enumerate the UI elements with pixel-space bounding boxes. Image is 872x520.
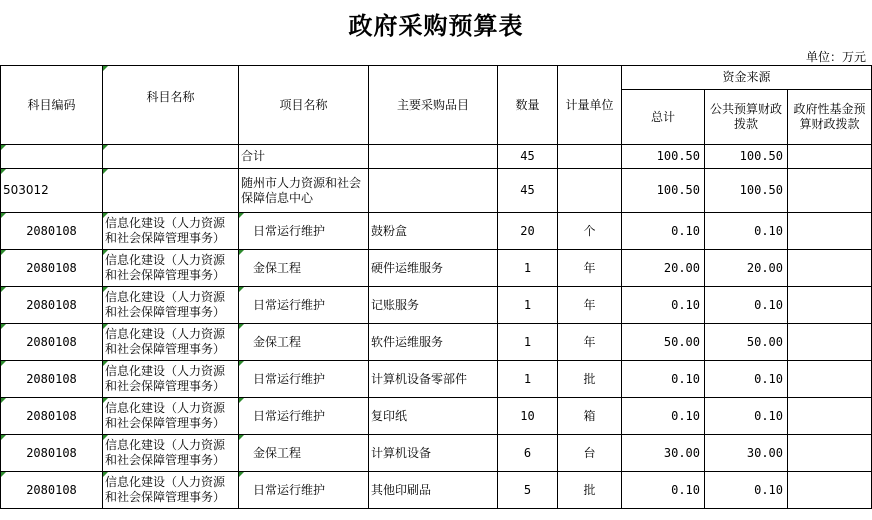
cell-item xyxy=(369,145,498,169)
header-code: 科目编码 xyxy=(1,66,103,145)
cell-item: 其他印刷品 xyxy=(369,472,498,509)
cell-subject: 信息化建设（人力资源和社会保障管理事务） xyxy=(103,398,239,435)
header-gov-fund: 政府性基金预算财政拨款 xyxy=(788,90,872,145)
header-row-1 xyxy=(1,66,872,90)
cell-gov-fund xyxy=(788,361,872,398)
cell-gov-fund xyxy=(788,324,872,361)
cell-code: 2080108 xyxy=(1,361,103,398)
header-public: 公共预算财政拨款 xyxy=(705,90,788,145)
cell-measure: 台 xyxy=(558,435,622,472)
cell-total: 30.00 xyxy=(622,435,705,472)
cell-project: 金保工程 xyxy=(239,250,369,287)
cell-subject: 信息化建设（人力资源和社会保障管理事务） xyxy=(103,324,239,361)
cell-item: 软件运维服务 xyxy=(369,324,498,361)
cell-measure: 年 xyxy=(558,287,622,324)
cell-measure: 年 xyxy=(558,324,622,361)
table-row xyxy=(1,287,872,324)
header-project: 项目名称 xyxy=(239,66,369,145)
cell-gov-fund xyxy=(788,287,872,324)
cell-public: 0.10 xyxy=(705,472,788,509)
cell-item: 计算机设备 xyxy=(369,435,498,472)
cell-gov-fund xyxy=(788,472,872,509)
cell-public: 100.50 xyxy=(705,145,788,169)
cell-item: 鼓粉盒 xyxy=(369,213,498,250)
cell-public: 0.10 xyxy=(705,287,788,324)
cell-measure xyxy=(558,169,622,213)
cell-public: 0.10 xyxy=(705,398,788,435)
cell-total: 50.00 xyxy=(622,324,705,361)
cell-subject: 信息化建设（人力资源和社会保障管理事务） xyxy=(103,435,239,472)
cell-gov-fund xyxy=(788,435,872,472)
cell-total: 100.50 xyxy=(622,145,705,169)
cell-project: 日常运行维护 xyxy=(239,213,369,250)
cell-qty: 1 xyxy=(498,324,558,361)
cell-subject xyxy=(103,145,239,169)
cell-code: 2080108 xyxy=(1,287,103,324)
header-qty: 数量 xyxy=(498,66,558,145)
cell-total: 0.10 xyxy=(622,398,705,435)
cell-public: 100.50 xyxy=(705,169,788,213)
cell-public: 0.10 xyxy=(705,361,788,398)
cell-total: 0.10 xyxy=(622,213,705,250)
cell-public: 0.10 xyxy=(705,213,788,250)
table-row xyxy=(1,398,872,435)
cell-gov-fund xyxy=(788,169,872,213)
cell-qty: 5 xyxy=(498,472,558,509)
cell-project: 随州市人力资源和社会保障信息中心 xyxy=(239,169,369,213)
cell-subject: 信息化建设（人力资源和社会保障管理事务） xyxy=(103,213,239,250)
cell-subject: 信息化建设（人力资源和社会保障管理事务） xyxy=(103,361,239,398)
page-title: 政府采购预算表 xyxy=(348,11,524,40)
cell-code: 2080108 xyxy=(1,398,103,435)
summary-row xyxy=(1,145,872,169)
cell-public: 50.00 xyxy=(705,324,788,361)
cell-project: 日常运行维护 xyxy=(239,287,369,324)
cell-subject: 信息化建设（人力资源和社会保障管理事务） xyxy=(103,472,239,509)
cell-item: 记账服务 xyxy=(369,287,498,324)
cell-qty: 1 xyxy=(498,361,558,398)
cell-gov-fund xyxy=(788,213,872,250)
table-row xyxy=(1,472,872,509)
cell-public: 30.00 xyxy=(705,435,788,472)
cell-qty: 6 xyxy=(498,435,558,472)
cell-measure xyxy=(558,145,622,169)
cell-item xyxy=(369,169,498,213)
summary-row xyxy=(1,169,872,213)
cell-public: 20.00 xyxy=(705,250,788,287)
cell-measure: 批 xyxy=(558,361,622,398)
cell-project: 合计 xyxy=(239,145,369,169)
cell-measure: 年 xyxy=(558,250,622,287)
cell-qty: 20 xyxy=(498,213,558,250)
table-row xyxy=(1,361,872,398)
table-row xyxy=(1,435,872,472)
cell-project: 日常运行维护 xyxy=(239,472,369,509)
cell-gov-fund xyxy=(788,145,872,169)
cell-item: 复印纸 xyxy=(369,398,498,435)
cell-qty: 1 xyxy=(498,250,558,287)
cell-item: 硬件运维服务 xyxy=(369,250,498,287)
cell-qty: 1 xyxy=(498,287,558,324)
cell-project: 金保工程 xyxy=(239,435,369,472)
cell-code: 2080108 xyxy=(1,250,103,287)
cell-measure: 批 xyxy=(558,472,622,509)
cell-total: 100.50 xyxy=(622,169,705,213)
cell-measure: 箱 xyxy=(558,398,622,435)
cell-total: 0.10 xyxy=(622,361,705,398)
table-row xyxy=(1,213,872,250)
cell-code: 2080108 xyxy=(1,213,103,250)
cell-gov-fund xyxy=(788,250,872,287)
budget-table xyxy=(0,65,872,509)
table-row xyxy=(1,250,872,287)
header-item: 主要采购品目 xyxy=(369,66,498,145)
cell-qty: 45 xyxy=(498,169,558,213)
header-subject: 科目名称 xyxy=(103,66,239,145)
cell-subject xyxy=(103,169,239,213)
header-fund-source: 资金来源 xyxy=(622,66,872,90)
cell-gov-fund xyxy=(788,398,872,435)
cell-item: 计算机设备零部件 xyxy=(369,361,498,398)
cell-subject: 信息化建设（人力资源和社会保障管理事务） xyxy=(103,250,239,287)
cell-code: 2080108 xyxy=(1,472,103,509)
unit-label: 单位：万元 xyxy=(805,50,866,64)
cell-project: 日常运行维护 xyxy=(239,398,369,435)
cell-code: 2080108 xyxy=(1,435,103,472)
cell-qty: 10 xyxy=(498,398,558,435)
cell-total: 0.10 xyxy=(622,472,705,509)
cell-code: 503012 xyxy=(1,169,103,213)
header-measure: 计量单位 xyxy=(558,66,622,145)
cell-project: 金保工程 xyxy=(239,324,369,361)
cell-measure: 个 xyxy=(558,213,622,250)
cell-code: 2080108 xyxy=(1,324,103,361)
cell-total: 0.10 xyxy=(622,287,705,324)
cell-project: 日常运行维护 xyxy=(239,361,369,398)
header-total: 总计 xyxy=(622,90,705,145)
table-row xyxy=(1,324,872,361)
cell-code xyxy=(1,145,103,169)
cell-total: 20.00 xyxy=(622,250,705,287)
cell-qty: 45 xyxy=(498,145,558,169)
cell-subject: 信息化建设（人力资源和社会保障管理事务） xyxy=(103,287,239,324)
